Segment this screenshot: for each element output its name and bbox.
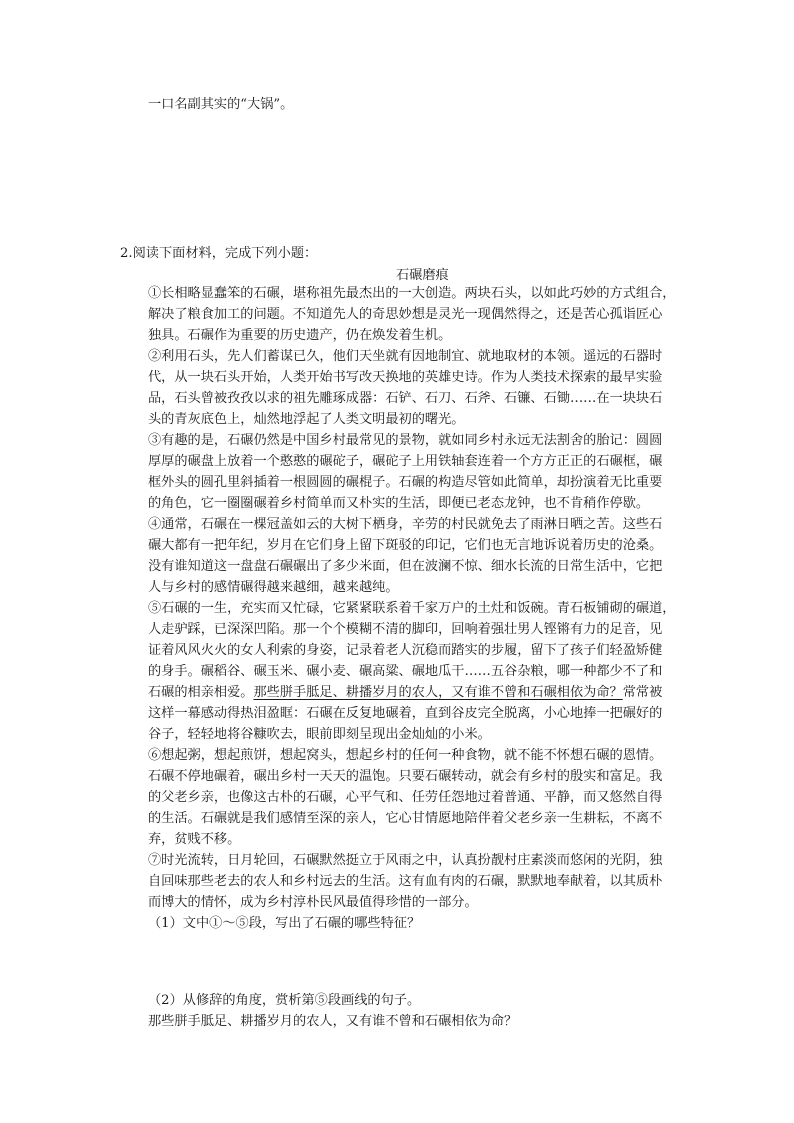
p6-line: 的父老乡亲，也像这古朴的石碾，心平气和、任劳任怨地过着普通、平静，而又悠然自得: [148, 790, 663, 805]
p3-line: 的角色，它一圈圈碾着乡村简单而又朴实的生活，即便已老态龙钟，也不肯稍作停歇。: [148, 496, 650, 511]
p5-line: 的身手。碾稻谷、碾玉米、碾小麦、碾高粱、碾地瓜干……五谷杂粮，哪一种都少不了和: [148, 664, 663, 679]
p4-line: ④通常，石碾在一棵冠盖如云的大树下栖身，辛劳的村民就免去了雨淋日晒之苦。这些石: [148, 517, 663, 532]
p5-line: ⑤石碾的一生，充实而又忙碌，它紧紧联系着千家万户的土灶和饭碗。青石板铺砌的碾道，: [148, 601, 676, 616]
p4-line: 没有谁知道这一盘盘石碾碾出了多少米面，但在波澜不惊、细水长流的日常生活中，它把: [148, 559, 663, 574]
p4-line: 碾大都有一把年纪，岁月在它们身上留下斑驳的印记，它们也无言地诉说着历史的沧桑。: [148, 538, 663, 553]
p6-line: ⑥想起粥，想起煎饼，想起窝头，想起乡村的任何一种食物，就不能不怀想石碾的恩情。: [148, 748, 663, 763]
p6-line: 石碾不停地碾着，碾出乡村一天天的温饱。只要石碾转动，就会有乡村的殷实和富足。我: [148, 769, 663, 784]
p3-line: 厚厚的碾盘上放着一个憨憨的碾砣子，碾砣子上用铁轴套连着一个方方正正的石碾框，碾: [148, 454, 663, 469]
p5-text-after: 常常被: [622, 685, 663, 700]
question-2: （2）从修辞的角度，赏析第⑤段画线的句子。: [148, 993, 421, 1008]
p1-line: 独具。石碾作为重要的历史遗产，仍在焕发着生机。: [148, 328, 452, 343]
p5-text-before: 石碾的相亲相爱。: [148, 685, 254, 700]
p7-line: 自回味那些老去的农人和乡村远去的生活。这有血有肉的石碾，默默地奉献着，以其质朴: [148, 874, 663, 889]
p1-line: ①长相略显蠢笨的石碾，堪称祖先最杰出的一大创造。两块石头，以如此巧妙的方式组合，: [148, 286, 676, 301]
p6-line: 弃，贫贱不移。: [148, 832, 241, 847]
p2-line: ②利用石头，先人们蓄谋已久，他们天坐就有因地制宜、就地取材的本领。遥远的石器时: [148, 349, 663, 364]
p6-line: 的生活。石碾就是我们感情至深的亲人，它心甘情愿地陪伴着父老乡亲一生耕耘，不离不: [148, 811, 663, 826]
top-line: 一口名副其实的“大锅”。: [148, 97, 294, 112]
p5-line: 人走驴踩，已深深凹陷。那一个个模糊不清的脚印，回响着强壮男人铿锵有力的足音，见: [148, 622, 663, 637]
p5-line: 证着风风火火的女人利索的身姿，记录着老人沉稳而踏实的步履，留下了孩子们轻盈矫健: [148, 643, 663, 658]
p7-line: 而博大的情怀，成为乡村淳朴民风最值得珍惜的一部分。: [148, 895, 478, 910]
question-1: （1）文中①～⑤段，写出了石碾的哪些特征？: [148, 916, 421, 931]
p5-line: 谷子，轻轻地将谷糠吹去，眼前即刻呈现出金灿灿的小米。: [148, 727, 491, 742]
p4-line: 人与乡村的感情碾得越来越细，越来越纯。: [148, 580, 399, 595]
p1-line: 解决了粮食加工的问题。不知道先人的奇思妙想是灵光一现偶然得之，还是苦心孤诣匠心: [148, 307, 663, 322]
article-title: 石碾磨痕: [396, 268, 449, 283]
p5-line: [148, 682, 662, 703]
question-header: 2.阅读下面材料，完成下列小题：: [120, 246, 318, 261]
p2-line: 代，从一块石头开始，人类开始书写改天换地的英雄史诗。作为人类技术探索的最早实验: [148, 370, 663, 385]
p2-line: 品，石头曾被孜孜以求的祖先雕琢成器：石铲、石刀、石斧、石镰、石锄……在一块块石: [148, 391, 663, 406]
question-2-quote: 那些胼手胝足、耕播岁月的农人，又有谁不曾和石碾相依为命？: [148, 1014, 518, 1029]
underlined-sentence: 那些胼手胝足、耕播岁月的农人，又有谁不曾和石碾相依为命？: [253, 685, 623, 700]
p7-line: ⑦时光流转，日月轮回，石碾默然挺立于风雨之中，认真扮靓村庄素淡而悠闲的光阴，独: [148, 853, 663, 868]
p3-line: ③有趣的是，石碾仍然是中国乡村最常见的景物，就如同乡村永远无法割舍的胎记：圆圆: [148, 433, 663, 448]
p5-line: 这样一幕感动得热泪盈眶：石碾在反复地碾着，直到谷皮完全脱离，小心地捧一把碾好的: [148, 706, 663, 721]
p3-line: 框外头的圆孔里斜插着一根圆圆的碾棍子。石碾的构造尽管如此简单，却扮演着无比重要: [148, 475, 663, 490]
p2-line: 头的青灰底色上，灿然地浮起了人类文明最初的曙光。: [148, 412, 465, 427]
